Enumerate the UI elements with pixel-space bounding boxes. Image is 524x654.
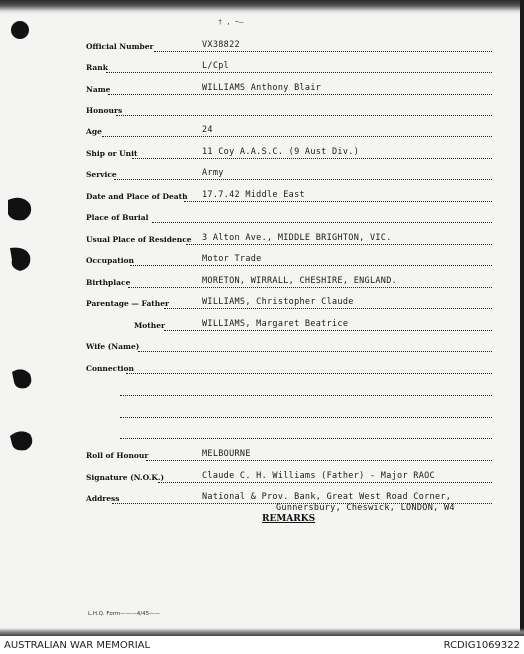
field-name <box>0 83 524 99</box>
field-rule <box>154 51 492 52</box>
field-label: Age <box>86 127 102 136</box>
footer-record-id: RCDIG1069322 <box>443 640 520 651</box>
footer-institution: AUSTRALIAN WAR MEMORIAL <box>4 640 151 651</box>
field-official-number <box>0 40 524 56</box>
field-label: Mother <box>134 321 165 330</box>
field-label: Parentage — Father <box>86 299 169 308</box>
field-rule <box>116 115 492 116</box>
field-value: 11 Coy A.A.S.C. (9 Aust Div.) <box>202 147 360 157</box>
scan-top-shadow <box>0 0 524 14</box>
field-value: MELBOURNE <box>202 449 251 459</box>
field-label: Place of Burial <box>86 213 149 222</box>
field-rule <box>114 179 492 180</box>
field-honours <box>0 104 524 120</box>
connection-continuation-rule <box>120 417 492 418</box>
field-label: Usual Place of Residence <box>86 235 192 244</box>
field-value: WILLIAMS, Christopher Claude <box>202 297 354 307</box>
field-death <box>0 190 524 206</box>
field-rule <box>106 72 492 73</box>
field-rule <box>158 482 492 483</box>
field-label: Signature (N.O.K.) <box>86 473 164 482</box>
field-ship-or-unit <box>0 147 524 163</box>
connection-continuation-rule <box>120 438 492 439</box>
field-label: Name <box>86 85 111 94</box>
field-father <box>0 297 524 313</box>
field-rule <box>138 351 492 352</box>
scan-bottom-edge <box>0 628 524 636</box>
field-value: VX38822 <box>202 40 240 50</box>
field-occupation <box>0 254 524 270</box>
field-rule <box>146 460 492 461</box>
field-label: Occupation <box>86 256 134 265</box>
field-roll-of-honour <box>0 449 524 465</box>
field-rule <box>126 373 492 374</box>
field-service <box>0 168 524 184</box>
field-rule <box>184 201 492 202</box>
field-rule <box>186 244 492 245</box>
field-connection <box>0 362 524 378</box>
connection-continuation-rule <box>120 395 492 396</box>
field-rule <box>164 330 492 331</box>
field-value: 17.7.42 Middle East <box>202 190 305 200</box>
field-label: Roll of Honour <box>86 451 149 460</box>
field-value: WILLIAMS, Margaret Beatrice <box>202 319 349 329</box>
field-label: Ship or Unit <box>86 149 138 158</box>
field-label: Wife (Name) <box>86 342 140 351</box>
field-value: MORETON, WIRRALL, CHESHIRE, ENGLAND. <box>202 276 398 286</box>
field-value: WILLIAMS Anthony Blair <box>202 83 322 93</box>
field-rule <box>152 222 492 223</box>
field-value: 3 Alton Ave., MIDDLE BRIGHTON, VIC. <box>202 233 392 243</box>
field-rank <box>0 61 524 77</box>
field-label: Rank <box>86 63 108 72</box>
field-label: Service <box>86 170 117 179</box>
field-rule <box>102 136 492 137</box>
field-label: Connection <box>86 364 134 373</box>
address-value-line2: Gunnersbury, Cheswick, LONDON, W4 <box>276 503 455 513</box>
field-mother <box>0 319 524 335</box>
field-value: Claude C. H. Williams (Father) - Major RAOC <box>202 471 435 481</box>
field-label: Birthplace <box>86 278 131 287</box>
field-wife <box>0 340 524 356</box>
field-residence <box>0 233 524 249</box>
field-value: National & Prov. Bank, Great West Road Corner, <box>202 492 452 502</box>
field-burial <box>0 211 524 227</box>
field-age <box>0 125 524 141</box>
form-code: L.H.Q. Form———4/45—— <box>88 611 161 617</box>
field-value: Army <box>202 168 224 178</box>
field-rule <box>128 287 492 288</box>
remarks-heading: REMARKS <box>262 514 316 524</box>
field-label: Official Number <box>86 42 154 51</box>
top-handwritten-mark: † , ~— <box>218 18 244 26</box>
field-rule <box>108 94 492 95</box>
field-value: L/Cpl <box>202 61 230 71</box>
field-value: Motor Trade <box>202 254 262 264</box>
field-rule <box>164 308 492 309</box>
field-rule <box>132 158 492 159</box>
field-label: Date and Place of Death <box>86 192 188 201</box>
field-rule <box>130 265 492 266</box>
field-label: Honours <box>86 106 123 115</box>
field-signature <box>0 471 524 487</box>
field-birthplace <box>0 276 524 292</box>
field-value: 24 <box>202 125 213 135</box>
field-label: Address <box>86 494 120 503</box>
